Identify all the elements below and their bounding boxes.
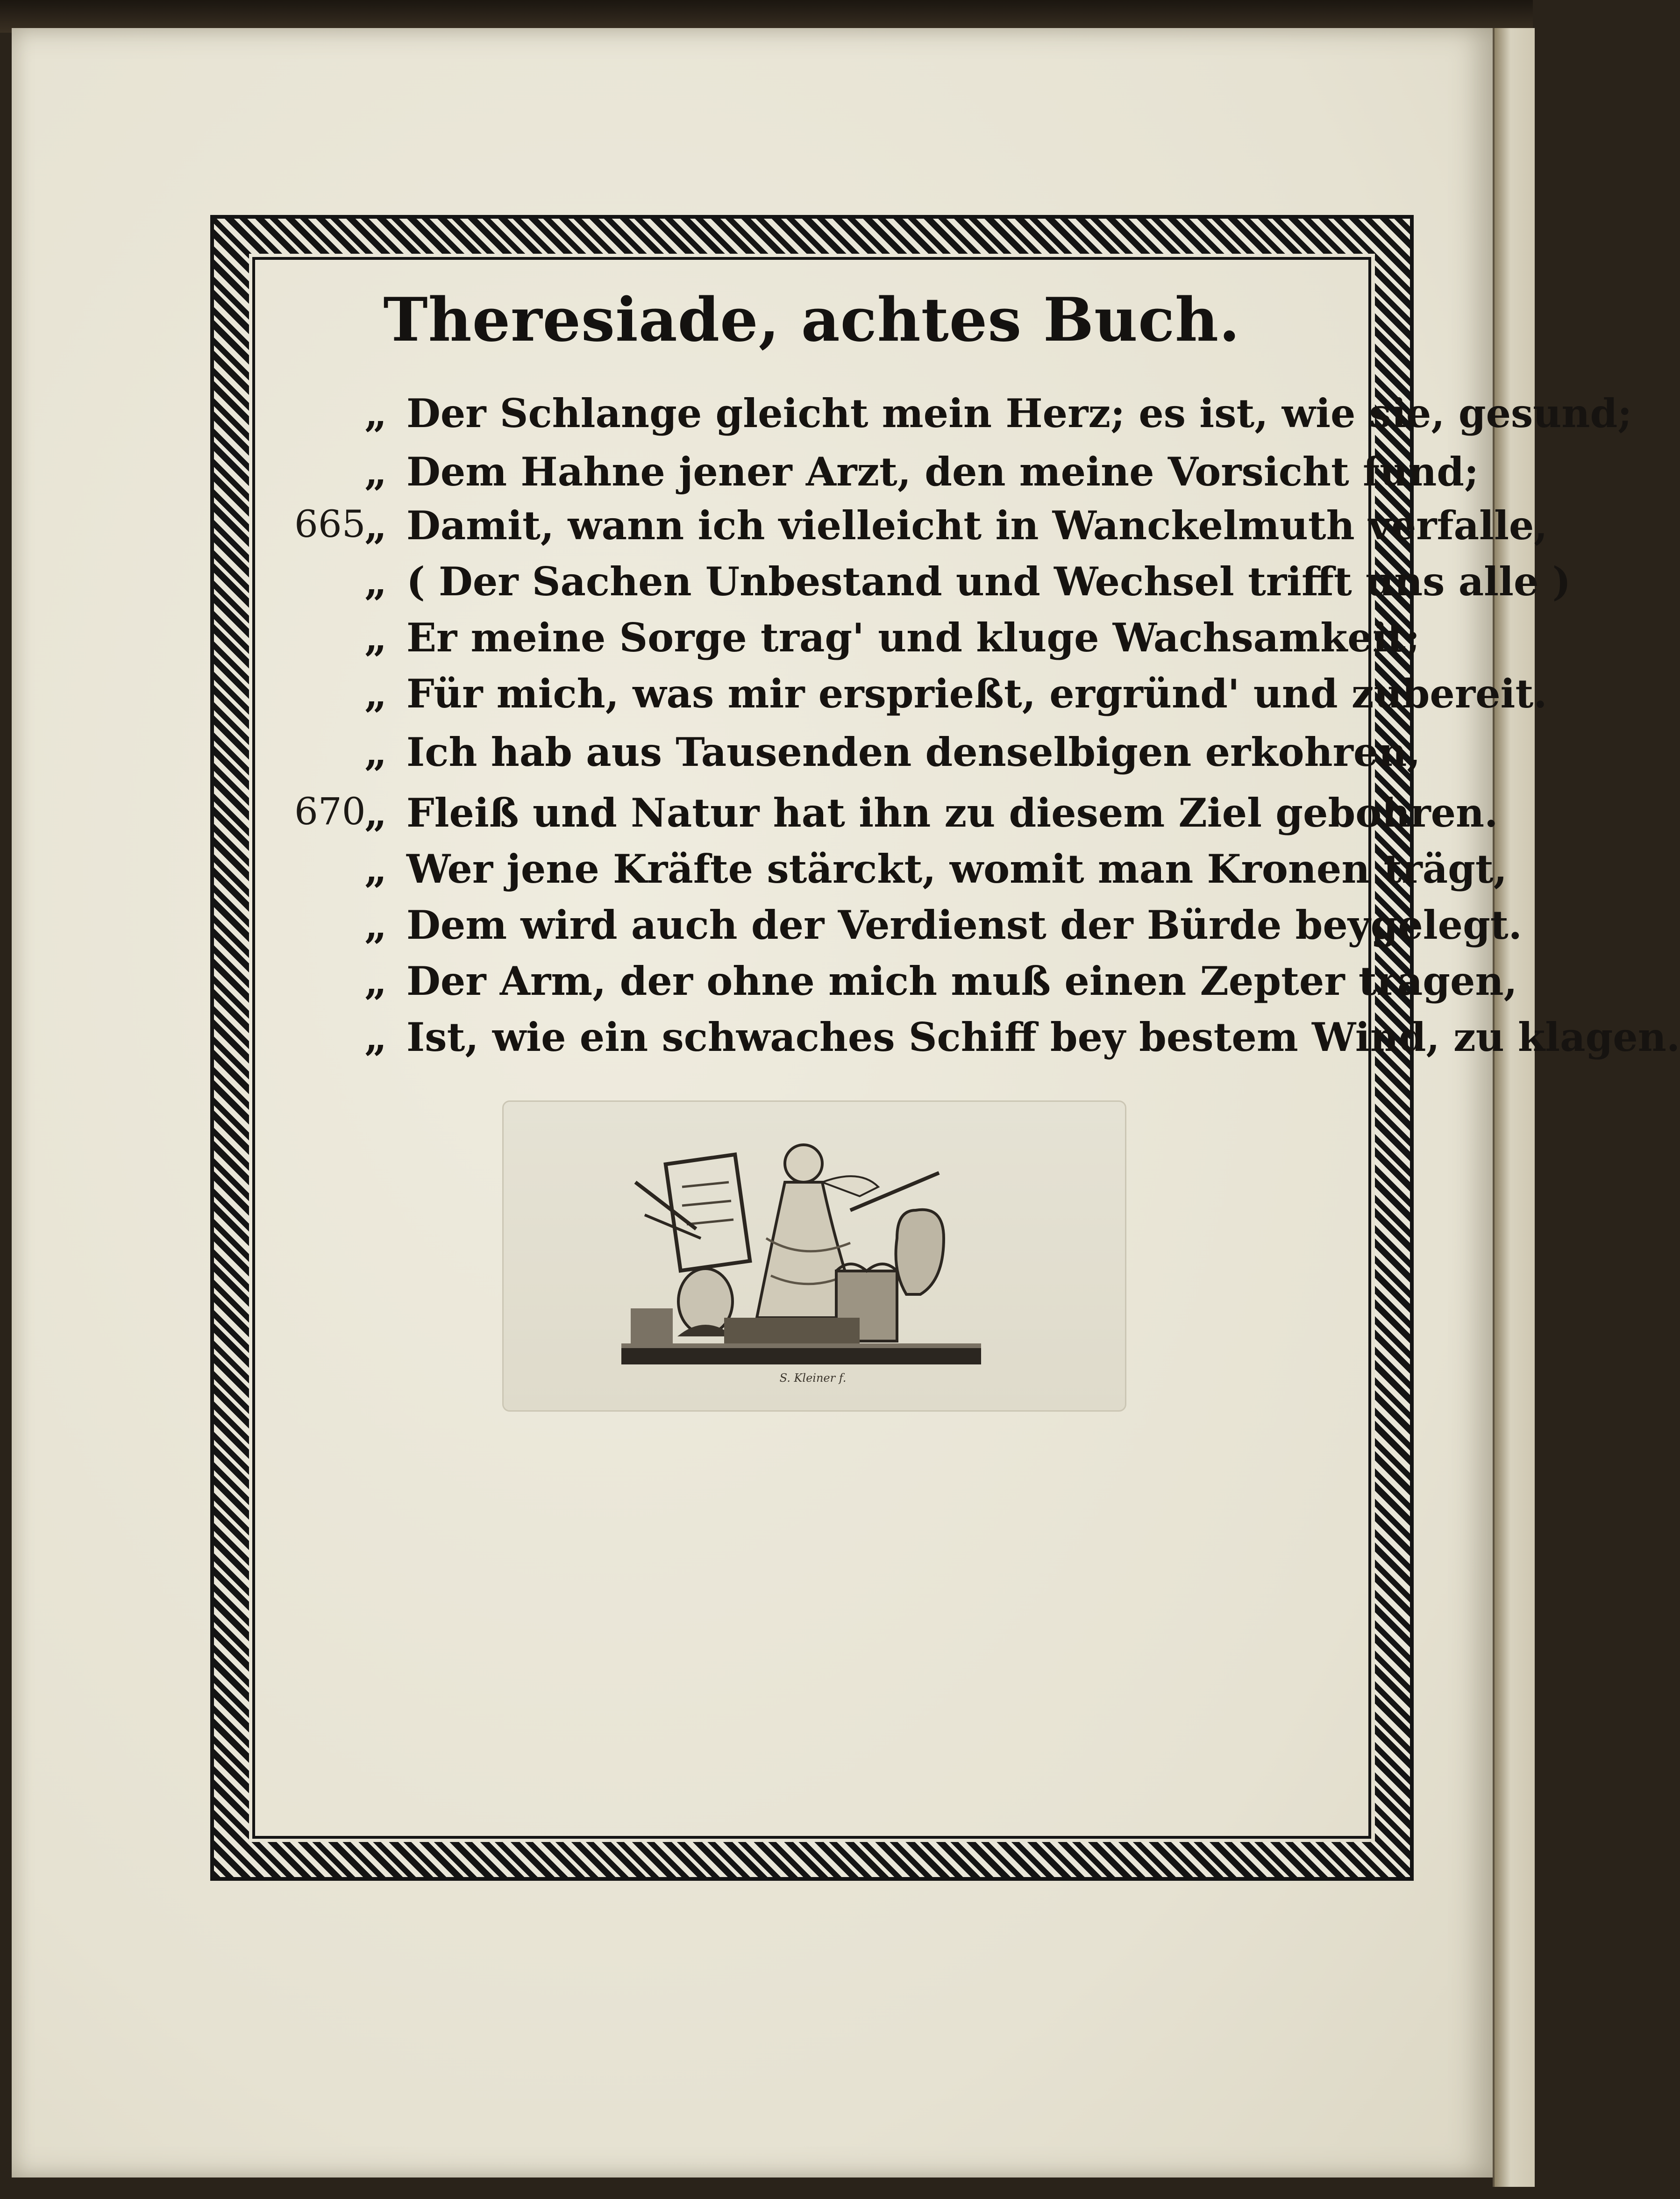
running-head: Theresiade, achtes Buch. bbox=[383, 285, 1240, 355]
quote-mark: „ bbox=[364, 1014, 387, 1060]
quote-mark: „ bbox=[364, 390, 387, 436]
verse-text: Dem wird auch der Verdienst der Bürde beygelegt. bbox=[406, 902, 1522, 948]
quote-mark: „ bbox=[364, 958, 387, 1004]
verse-text: Fleiß und Natur hat ihn zu diesem Ziel gebohren. bbox=[406, 790, 1498, 836]
verse-line bbox=[364, 449, 1479, 495]
verse-text: Der Schlange gleicht mein Herz; es ist, wie sie, gesund; bbox=[406, 390, 1632, 436]
quote-mark: „ bbox=[364, 729, 387, 775]
verse-line bbox=[364, 614, 1420, 661]
quote-mark: „ bbox=[364, 449, 387, 495]
verse-text: Damit, wann ich vielleicht in Wanckelmuth verfalle, bbox=[406, 502, 1548, 549]
quote-mark: „ bbox=[364, 614, 387, 661]
verse-text: Ich hab aus Tausenden denselbigen erkohren, bbox=[406, 729, 1421, 775]
verse-line bbox=[364, 846, 1507, 892]
verse-line bbox=[364, 729, 1421, 775]
verse-line bbox=[364, 502, 1548, 549]
verse-text: Wer jene Kräfte stärckt, womit man Kronen trägt, bbox=[406, 846, 1507, 892]
verse-text: Für mich, was mir ersprießt, ergründ' und zubereit. bbox=[406, 671, 1547, 717]
verse-line bbox=[364, 558, 1571, 605]
verse-text: Dem Hahne jener Arzt, den meine Vorsicht fund; bbox=[406, 449, 1479, 495]
verse-line bbox=[364, 1014, 1680, 1060]
verse-text: ( Der Sachen Unbestand und Wechsel trifft uns alle ) bbox=[406, 558, 1571, 605]
quote-mark: „ bbox=[364, 790, 387, 836]
verse-text: Ist, wie ein schwaches Schiff bey bestem Wind, zu klagen. bbox=[406, 1014, 1680, 1060]
line-number: 665 bbox=[294, 502, 366, 546]
verse-text: Er meine Sorge trag' und kluge Wachsamkeit; bbox=[406, 614, 1420, 661]
facing-page-edge bbox=[1493, 28, 1535, 2187]
quote-mark: „ bbox=[364, 902, 387, 948]
verse-text: Der Arm, der ohne mich muß einen Zepter tragen, bbox=[406, 958, 1517, 1004]
quote-mark: „ bbox=[364, 846, 387, 892]
allegorical-vignette bbox=[617, 1131, 986, 1378]
verse-line bbox=[364, 671, 1547, 717]
quote-mark: „ bbox=[364, 671, 387, 717]
verse-line bbox=[364, 790, 1498, 836]
verse-line bbox=[364, 390, 1632, 436]
verse-line bbox=[364, 902, 1522, 948]
quote-mark: „ bbox=[364, 558, 387, 605]
line-number: 670 bbox=[294, 790, 366, 833]
engraver-signature: S. Kleiner f. bbox=[779, 1371, 847, 1385]
quote-mark: „ bbox=[364, 502, 387, 549]
verse-line bbox=[364, 958, 1517, 1004]
